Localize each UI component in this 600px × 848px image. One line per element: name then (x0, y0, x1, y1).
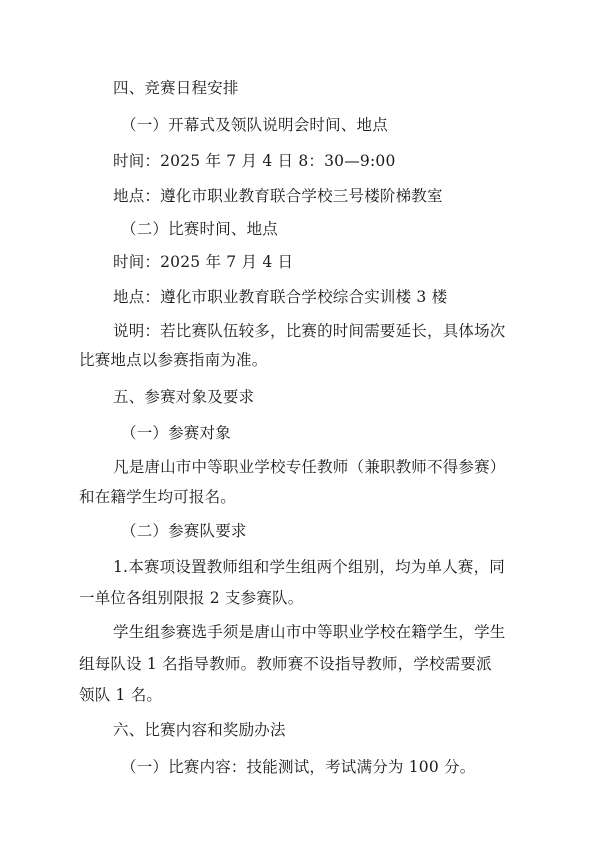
paragraph-line: 和在籍学生均可报名。 (79, 488, 237, 506)
subheading-competition-time: （二）比赛时间、地点 (121, 220, 279, 238)
paragraph-line: 领队 1 名。 (79, 686, 163, 704)
paragraph-line: 说明：若比赛队伍较多，比赛的时间需要延长，具体场次 (113, 322, 506, 340)
paragraph-line: 1.本赛项设置教师组和学生组两个组别，均为单人赛，同 (113, 558, 505, 576)
subheading-participants: （一）参赛对象 (121, 424, 231, 442)
section-heading-participants: 五、参赛对象及要求 (113, 388, 255, 406)
subheading-opening-ceremony: （一）开幕式及领队说明会时间、地点 (121, 116, 388, 134)
paragraph-line: 凡是唐山市中等职业学校专任教师（兼职教师不得参赛） (113, 458, 506, 476)
paragraph-line: 地点：遵化市职业教育联合学校三号楼阶梯教室 (113, 187, 443, 205)
paragraph-line: 地点：遵化市职业教育联合学校综合实训楼 3 楼 (113, 288, 448, 306)
section-heading-content-awards: 六、比赛内容和奖励办法 (113, 721, 286, 739)
subheading-team-requirements: （二）参赛队要求 (121, 522, 247, 540)
paragraph-line: 时间：2025 年 7 月 4 日 8：30—9:00 (113, 152, 396, 170)
paragraph-line: 时间：2025 年 7 月 4 日 (113, 253, 294, 271)
paragraph-line: 比赛地点以参赛指南为准。 (79, 351, 268, 369)
paragraph-line: 学生组参赛选手须是唐山市中等职业学校在籍学生，学生 (113, 623, 506, 641)
section-heading-schedule: 四、竞赛日程安排 (113, 79, 239, 97)
paragraph-line: 组每队设 1 名指导教师。教师赛不设指导教师，学校需要派 (79, 655, 492, 673)
subheading-content: （一）比赛内容：技能测试，考试满分为 100 分。 (121, 758, 476, 776)
paragraph-line: 一单位各组别限报 2 支参赛队。 (79, 589, 304, 607)
